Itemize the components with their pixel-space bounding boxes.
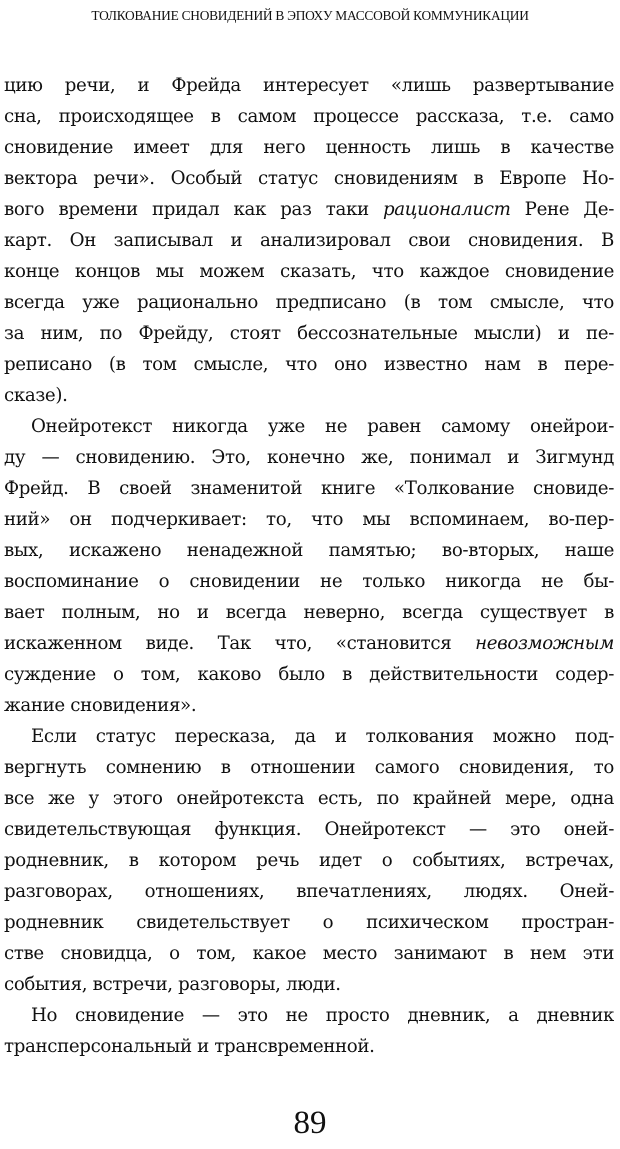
text-line: вергнуть сомнению в отношении самого сновидения, то [4, 757, 614, 778]
text-line: сновидение имеет для него ценность лишь в качестве [4, 137, 614, 158]
text-line: все же у этого онейротекста есть, по крайней мере, одна [4, 788, 614, 809]
text-line: конце концов мы можем сказать, что каждое сновидение [4, 261, 614, 282]
text-line: свидетельствующая функция. Онейротекст — это оней- [4, 819, 614, 840]
text-line: родневник свидетельствует о психическом простран- [4, 912, 614, 933]
text-line: стве сновидца, о том, какое место занимают в нем эти [4, 943, 614, 964]
running-head: ТОЛКОВАНИЕ СНОВИДЕНИЙ В ЭПОХУ МАССОВОЙ КОММУНИКАЦИИ [91, 8, 529, 23]
text-line: родневник, в котором речь идет о событиях, встречах, [4, 850, 614, 871]
text-line-start: вого времени придал как раз таки [4, 199, 383, 220]
paragraph-start: Но сновидение — это не просто дневник, а дневник [31, 1005, 614, 1026]
text-line-end: Рене Де- [510, 199, 614, 220]
text-line: вых, искажено ненадежной памятью; во-вторых, наше [4, 540, 614, 561]
text-line: цию речи, и Фрейда интересует «лишь развертывание [4, 75, 614, 96]
text-line [4, 628, 614, 659]
text-line: жание сновидения». [4, 695, 197, 716]
text-line: сказе). [4, 385, 68, 406]
text-line: Фрейд. В своей знаменитой книге «Толкование сновиде- [4, 478, 614, 499]
italic-term: невозможным [475, 633, 614, 654]
paragraph-start: Если статус пересказа, да и толкования можно под- [31, 726, 614, 747]
text-line: разговорах, отношениях, впечатлениях, людях. Оней- [4, 881, 614, 902]
text-line [4, 194, 614, 225]
text-line: реписано (в том смысле, что оно известно нам в пере- [4, 354, 614, 375]
text-line: трансперсональный и трансвременной. [4, 1036, 375, 1057]
page-number: 89 [293, 1105, 327, 1141]
text-line-start: искаженном виде. Так что, «становится [4, 633, 476, 654]
text-line: события, встречи, разговоры, люди. [4, 974, 341, 995]
text-line: воспоминание о сновидении не только никогда не бы- [4, 571, 614, 592]
text-line: за ним, по Фрейду, стоят бессознательные мысли) и пе- [4, 323, 614, 344]
text-line: вектора речи». Особый статус сновидениям в Европе Но- [4, 168, 614, 189]
text-line: вает полным, но и всегда неверно, всегда существует в [4, 602, 614, 623]
text-line: ду — сновидению. Это, конечно же, понимал и Зигмунд [4, 447, 614, 468]
text-line: сна, происходящее в самом процессе рассказа, т.е. само [4, 106, 614, 127]
text-line: ний» он подчеркивает: то, что мы вспоминаем, во-пер- [4, 509, 614, 530]
text-line: карт. Он записывал и анализировал свои сновидения. В [4, 230, 614, 251]
text-line: суждение о том, каково было в действительности содер- [4, 664, 614, 685]
paragraph-start: Онейротекст никогда уже не равен самому онейрои- [31, 416, 614, 437]
text-line: всегда уже рационально предписано (в том смысле, что [4, 292, 614, 313]
italic-term: рационалист [382, 199, 511, 220]
